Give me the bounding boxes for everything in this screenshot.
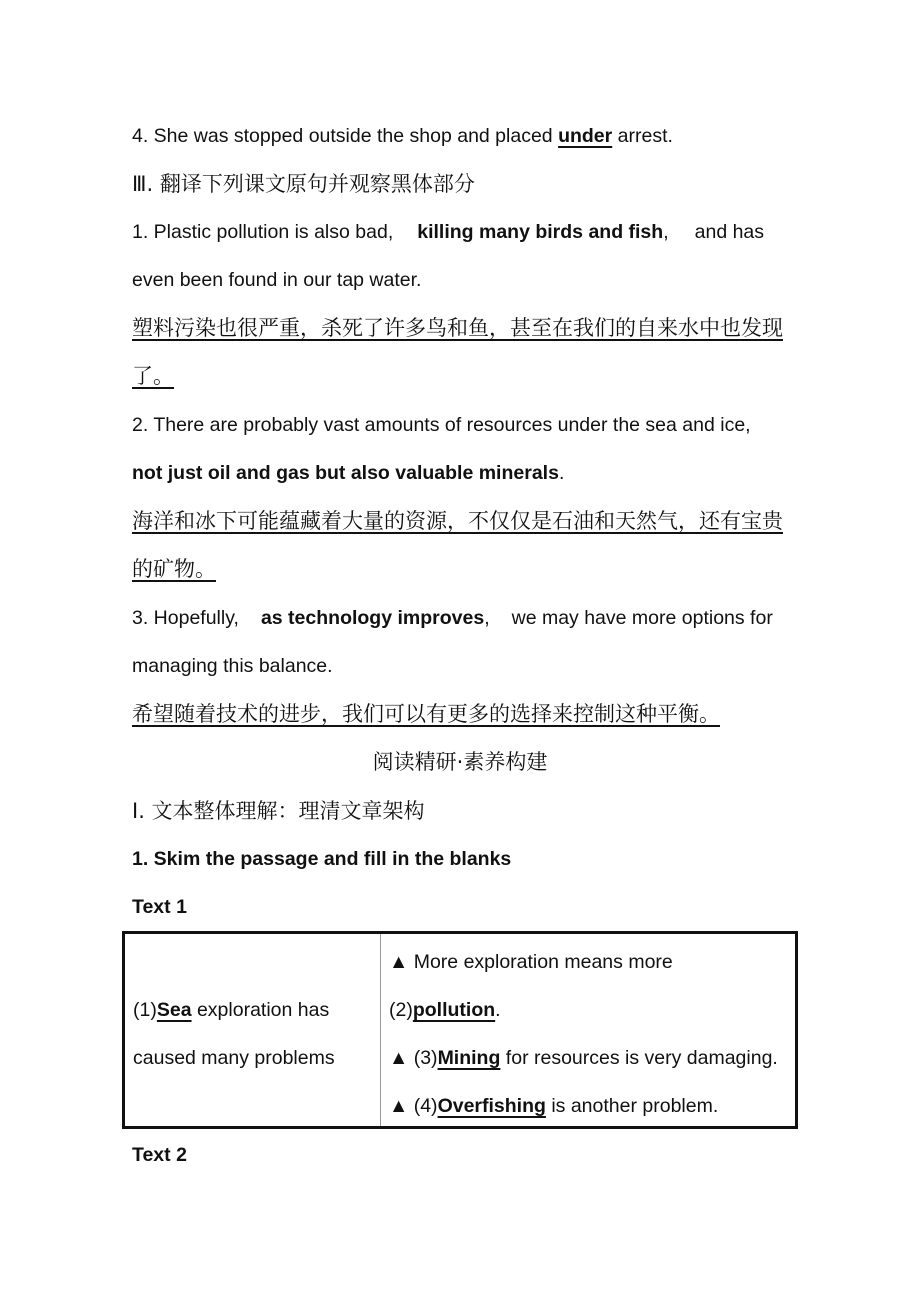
left-cell-text-1: exploration has (191, 999, 330, 1021)
right-cell-line-3 (389, 1045, 778, 1071)
text-1-left-cell (124, 933, 381, 1128)
blank-2-number: (2) (389, 999, 413, 1021)
vocab-item-4 (132, 123, 673, 149)
translation-2-chinese-line-1: 海洋和冰下可能蕴藏着大量的资源，不仅仅是石油和天然气，还有宝贵 (132, 509, 783, 533)
translation-3-english-line-2: managing this balance. (132, 655, 333, 677)
translation-1-english-line-2: even been found in our tap water. (132, 269, 422, 291)
blank-1-number: (1) (133, 999, 157, 1021)
vocab-item-4-answer: under (558, 125, 613, 147)
translation-3-english-pre: 3. Hopefully, (132, 607, 239, 629)
translation-1-comma: , (663, 221, 669, 243)
text-1-label (132, 894, 187, 920)
translation-3-chinese-line-1: 希望随着技术的进步，我们可以有更多的选择来控制这种平衡。 (132, 702, 720, 726)
right-cell-line-4 (389, 1093, 718, 1119)
text-1-table (122, 931, 798, 1129)
translation-1-english-pre: 1. Plastic pollution is also bad, (132, 221, 394, 243)
translation-2-english-line-2 (132, 460, 564, 486)
translation-2-english-line-1: 2. There are probably vast amounts of resources under the sea and ice, (132, 414, 751, 436)
left-cell-line-2: caused many problems (133, 1047, 335, 1069)
text-2-label-text: Text 2 (132, 1144, 187, 1166)
vocab-item-4-tail: arrest. (612, 125, 673, 147)
translation-2-bold-phrase: not just oil and gas but also valuable minerals (132, 462, 559, 484)
translation-1-chinese-line-1: 塑料污染也很严重，杀死了许多鸟和鱼，甚至在我们的自来水中也发现 (132, 316, 783, 340)
translation-3-bold-phrase: as technology improves (260, 607, 485, 629)
translation-2-period: . (558, 462, 565, 484)
left-cell-line-1 (133, 997, 329, 1023)
vocab-item-4-text: 4. She was stopped outside the shop and placed (132, 125, 559, 147)
section-3-heading: Ⅲ. 翻译下列课文原句并观察黑体部分 (132, 172, 475, 196)
translation-1-chinese-line-2: 了。 (132, 364, 174, 388)
translation-3-english-line-1 (132, 605, 773, 631)
text-1-label-text: Text 1 (132, 896, 187, 918)
blank-2-answer: pollution (412, 999, 496, 1021)
translation-1-english-post: and has (694, 221, 765, 243)
blank-2-period: . (495, 999, 501, 1021)
translation-1-bold-phrase: killing many birds and fish (417, 221, 664, 243)
right-cell-line-2 (389, 997, 501, 1023)
translation-1-english-line-1 (132, 219, 764, 245)
blank-3-number: ▲ (3) (389, 1047, 438, 1069)
section-1-heading: Ⅰ. 文本整体理解：理清文章架构 (132, 799, 425, 823)
right-cell-line-1: ▲ More exploration means more (389, 951, 673, 973)
translation-3-english-post: we may have more options for (511, 607, 773, 629)
right-cell-text-4: is another problem. (545, 1095, 719, 1117)
text-2-label (132, 1142, 187, 1168)
right-cell-text-3: for resources is very damaging. (500, 1047, 778, 1069)
blank-1-answer: Sea (156, 999, 192, 1021)
translation-2-chinese-line-2: 的矿物。 (132, 557, 216, 581)
text-1-right-cell (381, 933, 797, 1128)
blank-3-answer: Mining (437, 1047, 501, 1069)
reading-section-title: 阅读精研·素养构建 (372, 750, 548, 774)
translation-3-comma: , (484, 607, 490, 629)
blank-4-answer: Overfishing (437, 1095, 546, 1117)
blank-4-number: ▲ (4) (389, 1095, 438, 1117)
task-title-text: 1. Skim the passage and fill in the blanks (132, 848, 512, 870)
task-title (132, 846, 511, 872)
